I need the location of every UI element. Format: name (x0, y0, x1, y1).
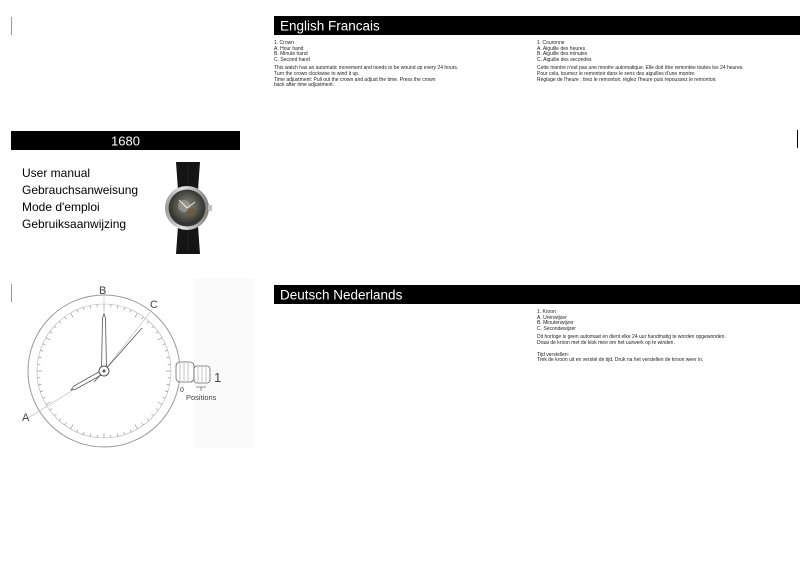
minute-tick (43, 397, 46, 398)
positions-label: Positions (186, 393, 217, 402)
french-instructions (537, 41, 744, 83)
text-line: Tijd verstellen: (537, 351, 570, 358)
crop-mark (11, 17, 12, 35)
minute-tick (135, 425, 138, 429)
minute-tick (152, 326, 154, 328)
minute-tick (46, 338, 50, 341)
minute-tick (165, 350, 168, 351)
minute-tick (59, 419, 61, 421)
text-line: Time adjustment: Pull out the crown and adjust the time. Press the crown (274, 76, 436, 83)
minute-tick (65, 423, 67, 425)
minute-tick (124, 432, 125, 435)
english-instructions (274, 41, 458, 89)
crop-mark (11, 284, 12, 302)
minute-tick (156, 332, 158, 334)
text-line: B. Minute hand (274, 51, 308, 58)
minute-tick (50, 332, 52, 334)
minute-tick (158, 402, 162, 405)
text-line: Pour cela, tournez le remontoir dans le sens des aiguilles d'une montre. (537, 70, 696, 77)
minute-tick (158, 338, 162, 341)
manual-title-en: User manual (22, 166, 91, 180)
minute-tick (90, 434, 91, 437)
text-line: back after time adjustment. (274, 82, 335, 89)
text-line: C. Aiguille des secondes (537, 56, 592, 63)
text-line: Réglage de l'heure : tirez le remontoir, réglez l'heure puis repoussez le remontoir. (537, 76, 717, 83)
text-line: A. Urenwijzer (537, 314, 567, 321)
minute-tick (71, 313, 74, 317)
text-line: 1. Couronne (537, 40, 565, 46)
text-line: C. Second hand (274, 56, 310, 63)
text-line: B. Minutenwijzer (537, 320, 574, 327)
text-line: 1. Crown (274, 40, 295, 46)
minute-tick (54, 414, 56, 416)
section-title: Deutsch Nederlands (280, 287, 403, 302)
minute-tick (46, 402, 50, 405)
minute-tick (130, 429, 131, 432)
minute-tick (117, 434, 118, 437)
minute-tick (71, 425, 74, 429)
text-line: This watch has an automatic movement and needs to be wound up every 24 hours. (274, 65, 459, 72)
minute-tick (147, 419, 149, 421)
minute-tick (135, 313, 138, 317)
minute-tick (142, 423, 144, 425)
text-line: A. Aiguille des heures (537, 45, 586, 52)
model-header (11, 131, 240, 150)
dutch-instructions (537, 310, 726, 364)
minute-tick (165, 391, 168, 392)
minute-tick (59, 321, 61, 323)
text-line: Draai de kroon met de klok mee om het uurwerk op te winden. (537, 339, 675, 346)
minute-tick (54, 326, 56, 328)
manual-title-fr: Mode d'emploi (22, 200, 100, 214)
minute-tick (50, 409, 52, 411)
text-line: C. Secondewijzer (537, 325, 576, 332)
text-line: Cette montre n'est pas une montre automatique. Elle doit être remontée toutes les 24 heures. (537, 65, 744, 72)
position-1-label: 1 (214, 370, 222, 385)
minute-tick (77, 310, 78, 313)
minute-tick (152, 414, 154, 416)
minute-tick (124, 307, 125, 310)
minute-tick (167, 357, 170, 358)
manual-title-de: Gebrauchsanweisung (22, 183, 139, 197)
minute-tick (83, 432, 84, 435)
minute-tick (142, 317, 144, 319)
minute-tick (38, 384, 41, 385)
minute-tick (43, 344, 46, 345)
position-0-label: 0 (180, 387, 184, 394)
minute-tick (38, 357, 41, 358)
minute-tick (130, 310, 131, 313)
minute-tick (90, 305, 91, 308)
minute-tick (162, 397, 165, 398)
section-title: English Francais (280, 18, 380, 33)
text-line: Dit horloge is geen automaat en dient elke 24 uur handmatig te worden opgewonden. (537, 334, 726, 341)
manual-title-nl: Gebruiksaanwijzing (22, 217, 127, 231)
section-header-en-fr (274, 16, 800, 35)
watch-photo (162, 160, 214, 256)
text-line: Trek de kroon uit en verstel de tijd. Druk na het verstellen de kroon weer in. (537, 357, 704, 364)
minute-tick (40, 350, 43, 351)
minute-tick (156, 409, 158, 411)
minute-tick (167, 384, 170, 385)
minute-tick (77, 429, 78, 432)
minute-tick (65, 317, 67, 319)
text-line: Turn the crown clockwise to wind it up. (274, 70, 360, 77)
watch-diagram (14, 278, 254, 448)
text-line: A. Hour hand (274, 45, 304, 52)
crop-mark (797, 130, 798, 148)
text-line: B. Aiguille des minutes (537, 51, 588, 58)
label-a: A (22, 412, 30, 424)
model-number: 1680 (111, 133, 140, 148)
minute-tick (83, 307, 84, 310)
label-b: B (99, 285, 107, 297)
section-header-de-nl (274, 285, 800, 304)
manual-titles (22, 165, 138, 233)
minute-tick (162, 344, 165, 345)
minute-tick (117, 305, 118, 308)
minute-tick (147, 321, 149, 323)
text-line: 1. Kroon (537, 309, 556, 315)
label-c: C (150, 299, 158, 311)
minute-tick (40, 391, 43, 392)
